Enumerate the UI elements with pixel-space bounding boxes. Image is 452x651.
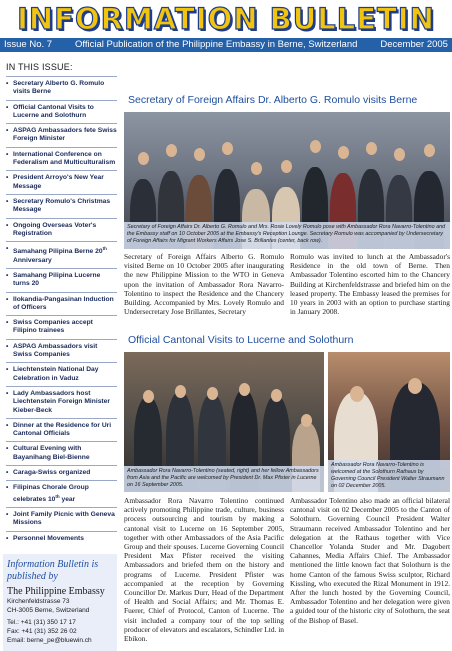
toc-item[interactable]: • Secretary Alberto G. Romulo visits Berne xyxy=(6,76,117,100)
toc-item[interactable]: • Ongoing Overseas Voter's Registration xyxy=(6,218,117,242)
photo-head xyxy=(271,389,282,402)
toc-item[interactable]: • Personnel Movements xyxy=(6,531,117,546)
photo-head xyxy=(194,148,205,161)
article-title-romulo: Secretary of Foreign Affairs Dr. Alberto G. Romulo visits Berne xyxy=(128,94,418,106)
toc-item[interactable]: • Secretary Romulo's Christmas Message xyxy=(6,194,117,218)
photo-caption-lucerne: Ambassador Rora Navarro-Tolentino (seated, right) and her fellow Ambassadors from Asia and the Pacific are welcomed by President Dr. Max Pfister in Lucerne on 16 September 2005. xyxy=(124,466,324,492)
issue-number: Issue No. 7 xyxy=(4,39,53,50)
in-this-issue-heading: IN THIS ISSUE: xyxy=(6,62,73,72)
photo-caption-solothurn: Ambassador Rora Navarro-Tolentino is welcomed at the Solothurn Rathaus by Governing Council President Walter Straumann on 02 December 2005. xyxy=(328,460,450,492)
toc-item[interactable]: • ASPAG Ambassadors fete Swiss Foreign Minister xyxy=(6,123,117,147)
publisher-street: Kirchenfeldstrasse 73 xyxy=(7,598,70,606)
photo-head xyxy=(239,383,250,396)
toc-item[interactable]: • Joint Family Picnic with Geneva Missions xyxy=(6,507,117,531)
issue-bar xyxy=(0,38,452,52)
toc-item[interactable]: • International Conference on Federalism and Multiculturalism xyxy=(6,147,117,171)
bulletin-title: INFORMATION BULLETIN xyxy=(17,2,435,36)
photo-head xyxy=(175,385,186,398)
toc-item[interactable]: • Lady Ambassadors host Liechtenstein Foreign Minister Kieber-Beck xyxy=(6,386,117,418)
publisher-tel: Tel.: +41 (31) 350 17 17 xyxy=(7,619,76,627)
main-content xyxy=(124,52,450,644)
photo-head xyxy=(366,142,377,155)
toc-item[interactable]: • Filipinas Chorale Group celebrates 10th year xyxy=(6,480,117,507)
article-text-romulo-col1: Secretary of Foreign Affairs Alberto G. Romulo visited Berne on 10 October 2005 after inaugurating the new Philippine Mission to the WTO in Geneva upon the invitation of Ambassador Rora Navarro-Tolentino to inspect the Residence and the Chancery Building. Accompanied by Mrs. Lovely Romulo and Undersecretary Jose Brillantes, Secretary xyxy=(124,252,284,317)
photo-head xyxy=(301,414,312,427)
photo-head xyxy=(424,144,435,157)
article-title-cantonal: Official Cantonal Visits to Lucerne and Solothurn xyxy=(128,334,354,346)
article-text-cantonal-col1: Ambassador Rora Navarro Tolentino continued actively promoting Philippine trade, culture, business process outsourcing and tourism by making a cantonal visit to Lucerne on 16 September 2005, together with other Ambassadors of the Asia Pacific Group and their spouses. Lucerne Governing Council President Max Pfister received the visiting Ambassadors and briefed them on the history and programs of Lucerne. President Pfister was accompanied at the reception by Governing Councillor Dr. Markus Durr, Head of the Department of Health and Social Affairs; and Mr. Thomas E. Fuerer, Chief of Protocol, Canton of Lucerne. The visit included a company tour of the top selling producer of elevators and escalators, Schindler Ltd. in Ebikon. xyxy=(124,496,284,644)
publisher-email[interactable]: Email: berne_pe@bluewin.ch xyxy=(7,637,92,645)
toc-item[interactable]: • Caraga-Swiss organized xyxy=(6,465,117,480)
toc-item[interactable]: • Ilokandia-Pangasinan Induction of Officers xyxy=(6,292,117,316)
publisher-title: Information Bulletin is published by xyxy=(7,559,99,583)
photo-head xyxy=(408,378,422,394)
toc-item[interactable]: • Dinner at the Residence for Uri Cantonal Officials xyxy=(6,418,117,442)
masthead xyxy=(0,0,452,38)
photo-head xyxy=(310,140,321,153)
article-text-romulo-col2: Romulo was invited to lunch at the Ambassador's Residence in the old town of Berne. Then Ambassador Tolentino escorted him to the Chancery Building at Kirchenfeldstrasse and briefed him on the leased property. The Embassy leased the premises for 10 years in 2003 with an option to purchase starting in January 2008. xyxy=(290,252,450,317)
toc-item[interactable]: • ASPAG Ambassadors visit Swiss Companies xyxy=(6,339,117,363)
publisher-fax: Fax: +41 (31) 352 26 02 xyxy=(7,628,77,636)
toc-item[interactable]: • President Arroyo's New Year Message xyxy=(6,170,117,194)
publication-subtitle: Official Publication of the Philippine Embassy in Berne, Switzerland xyxy=(75,39,358,50)
photo-head xyxy=(222,142,233,155)
publisher-org: The Philippine Embassy xyxy=(7,586,105,598)
issue-date: December 2005 xyxy=(380,39,448,50)
table-of-contents xyxy=(0,76,120,546)
photo-head xyxy=(143,390,154,403)
article-text-cantonal-col2: Ambassador Tolentino also made an official bilateral cantonal visit on 02 December 2005 to the Canton of Solothurn. Governing Council President Walter Straumann received Ambassador Tolentino and her delegation at the Rathaus together with Vice Chancellor Yolanda Studer and Mr. Dagobert Cahannes, Media Affairs Chief. The Ambassador mentioned the little known fact that Solothurn is the home Canton of the famous Swiss sculptor, Richard Kissling, who executed the Rizal Monument in 1912. After the lunch hosted by the Governing Council, Ambassador Tolentino and her delegation were given a guided tour of the historic city of Solothurn, the seat of the Bishop of Basel. xyxy=(290,496,450,625)
photo-caption-romulo: Secretary of Foreign Affairs Dr. Alberto G. Romulo and Mrs. Rosie Lovely Romulo pose with Ambassador Rora Navarro-Tolentino and the Embassy staff on 10 October 2005 at the Embassy's Reception Lounge. Secretary Romulo was accompanied by Undersecretary of Foreign Affairs for Migrant Workers Affairs Jose S. Brillantes (center, back row). xyxy=(124,222,450,249)
photo-head xyxy=(138,152,149,165)
toc-item[interactable]: • Cultural Evening with Bayanihang Biel-Bienne xyxy=(6,441,117,465)
publisher-info xyxy=(3,554,117,651)
toc-item[interactable]: • Liechtenstein National Day Celebration in Vaduz xyxy=(6,362,117,386)
toc-item[interactable]: • Swiss Companies accept Filipino trainees xyxy=(6,315,117,339)
photo-head xyxy=(207,387,218,400)
publisher-city: CH-3005 Berne, Switzerland xyxy=(7,607,90,615)
photo-head xyxy=(166,144,177,157)
photo-head xyxy=(251,162,262,175)
photo-head xyxy=(350,386,364,402)
photo-head xyxy=(281,160,292,173)
photo-head xyxy=(338,146,349,159)
photo-head xyxy=(394,148,405,161)
toc-item[interactable]: • Samahang Pilipina Lucerne turns 20 xyxy=(6,268,117,292)
sidebar xyxy=(0,52,120,645)
toc-item[interactable]: • Official Cantonal Visits to Lucerne and Solothurn xyxy=(6,100,117,124)
toc-item[interactable]: • Samahang Pilipina Berne 20th Anniversary xyxy=(6,241,117,268)
